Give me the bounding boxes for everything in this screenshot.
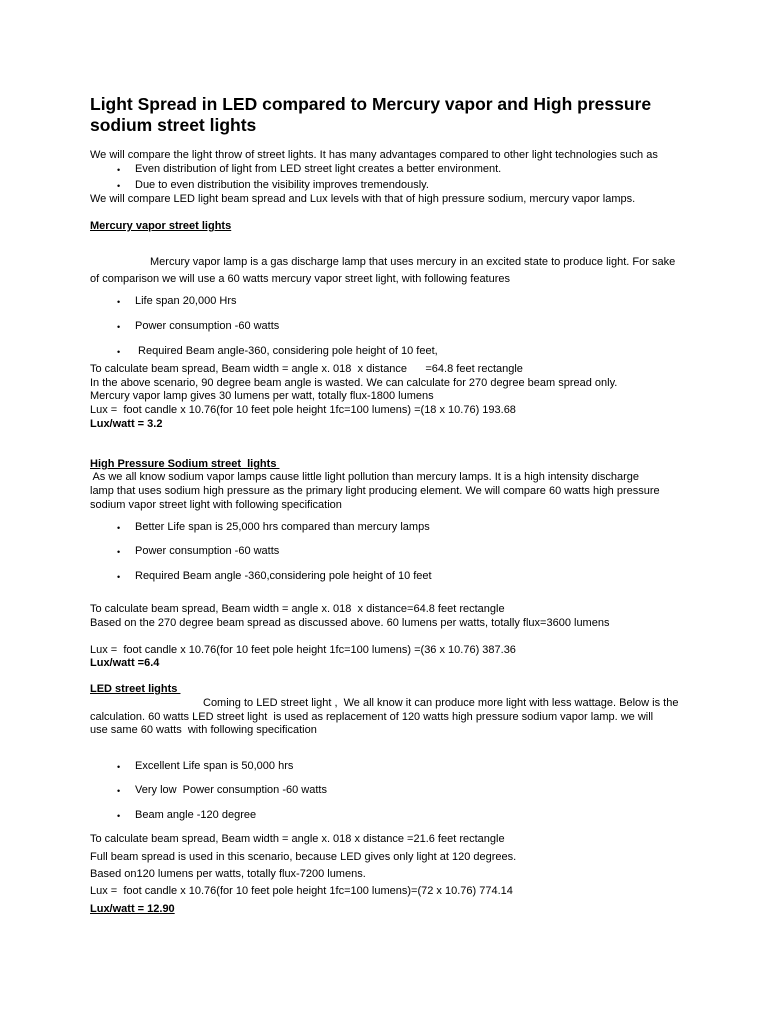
led-para-line-1: Coming to LED street light , We all know it can produce more light with less wattage. Below is the bbox=[203, 697, 679, 709]
sodium-heading: High Pressure Sodium street lights bbox=[90, 458, 280, 470]
mercury-calc-1: To calculate beam spread, Beam width = angle x. 018 x distance =64.8 feet rectangle bbox=[90, 363, 523, 375]
led-calc-4: Lux = foot candle x 10.76(for 10 feet pole height 1fc=100 lumens)=(72 x 10.76) 774.14 bbox=[90, 885, 513, 897]
bullet-glyph: • bbox=[117, 762, 121, 772]
led-calc-3: Based on120 lumens per watts, totally flux-7200 lumens. bbox=[90, 868, 366, 880]
mercury-calc-2: In the above scenario, 90 degree beam angle is wasted. We can calculate for 270 degree beam spread only. bbox=[90, 377, 618, 389]
sodium-para-line-3: sodium vapor street light with following specification bbox=[90, 499, 342, 511]
sodium-bullet-3: Required Beam angle -360,considering pole height of 10 feet bbox=[135, 570, 432, 582]
mercury-calc-3: Mercury vapor lamp gives 30 lumens per watt, totally flux-1800 lumens bbox=[90, 390, 434, 402]
intro-bullet-2: Due to even distribution the visibility improves tremendously. bbox=[135, 179, 429, 191]
intro-closing: We will compare LED light beam spread and Lux levels with that of high pressure sodium, mercury vapor lamps. bbox=[90, 193, 636, 205]
mercury-bullet-3: Required Beam angle-360, considering pole height of 10 feet, bbox=[135, 345, 438, 357]
mercury-para-line-2: of comparison we will use a 60 watts mercury vapor street light, with following features bbox=[90, 273, 511, 285]
mercury-bullet-1: Life span 20,000 Hrs bbox=[135, 295, 237, 307]
led-calc-1: To calculate beam spread, Beam width = angle x. 018 x distance =21.6 feet rectangle bbox=[90, 833, 505, 845]
document-title-line-1: Light Spread in LED compared to Mercury vapor and High pressure bbox=[90, 94, 652, 114]
bullet-glyph: • bbox=[117, 347, 121, 357]
led-calc-2: Full beam spread is used in this scenario, because LED gives only light at 120 degrees. bbox=[90, 851, 517, 863]
led-para-line-3: use same 60 watts with following specification bbox=[90, 724, 317, 736]
bullet-glyph: • bbox=[117, 572, 121, 582]
intro-bullet-1: Even distribution of light from LED street light creates a better environment. bbox=[135, 163, 502, 175]
sodium-para-line-2: lamp that uses sodium high pressure as the primary light producing element. We will compare 60 watts high pressure bbox=[90, 485, 660, 497]
led-bullet-2: Very low Power consumption -60 watts bbox=[135, 784, 327, 796]
sodium-calc-2: Based on the 270 degree beam spread as discussed above. 60 lumens per watts, totally flux=3600 lumens bbox=[90, 617, 610, 629]
sodium-bullet-2: Power consumption -60 watts bbox=[135, 545, 280, 557]
led-heading: LED street lights bbox=[90, 683, 181, 695]
sodium-result: Lux/watt =6.4 bbox=[90, 657, 160, 669]
led-result: Lux/watt = 12.90 bbox=[90, 903, 175, 915]
sodium-calc-3: Lux = foot candle x 10.76(for 10 feet pole height 1fc=100 lumens) =(36 x 10.76) 387.36 bbox=[90, 644, 516, 656]
mercury-calc-4: Lux = foot candle x 10.76(for 10 feet pole height 1fc=100 lumens) =(18 x 10.76) 193.68 bbox=[90, 404, 516, 416]
intro-lead: We will compare the light throw of street lights. It has many advantages compared to other light technologies such as bbox=[90, 149, 658, 161]
bullet-glyph: • bbox=[117, 811, 121, 821]
led-bullet-3: Beam angle -120 degree bbox=[135, 809, 257, 821]
bullet-glyph: • bbox=[117, 547, 121, 557]
sodium-calc-1: To calculate beam spread, Beam width = angle x. 018 x distance=64.8 feet rectangle bbox=[90, 603, 505, 615]
mercury-heading: Mercury vapor street lights bbox=[90, 220, 232, 232]
mercury-para-line-1: Mercury vapor lamp is a gas discharge lamp that uses mercury in an excited state to produce light. For sake bbox=[150, 256, 676, 268]
bullet-glyph: • bbox=[117, 322, 121, 332]
sodium-para-line-1: As we all know sodium vapor lamps cause little light pollution than mercury lamps. It is a high intensity discharge bbox=[90, 471, 640, 483]
mercury-result: Lux/watt = 3.2 bbox=[90, 418, 163, 430]
bullet-glyph: • bbox=[117, 181, 121, 191]
led-bullet-1: Excellent Life span is 50,000 hrs bbox=[135, 760, 294, 772]
bullet-glyph: • bbox=[117, 165, 121, 175]
bullet-glyph: • bbox=[117, 523, 121, 533]
bullet-glyph: • bbox=[117, 297, 121, 307]
led-para-line-2: calculation. 60 watts LED street light is used as replacement of 120 watts high pressure sodium vapor lamp. we will bbox=[90, 711, 654, 723]
sodium-bullet-1: Better Life span is 25,000 hrs compared than mercury lamps bbox=[135, 521, 430, 533]
document-title-line-2: sodium street lights bbox=[90, 115, 257, 135]
bullet-glyph: • bbox=[117, 786, 121, 796]
mercury-bullet-2: Power consumption -60 watts bbox=[135, 320, 280, 332]
